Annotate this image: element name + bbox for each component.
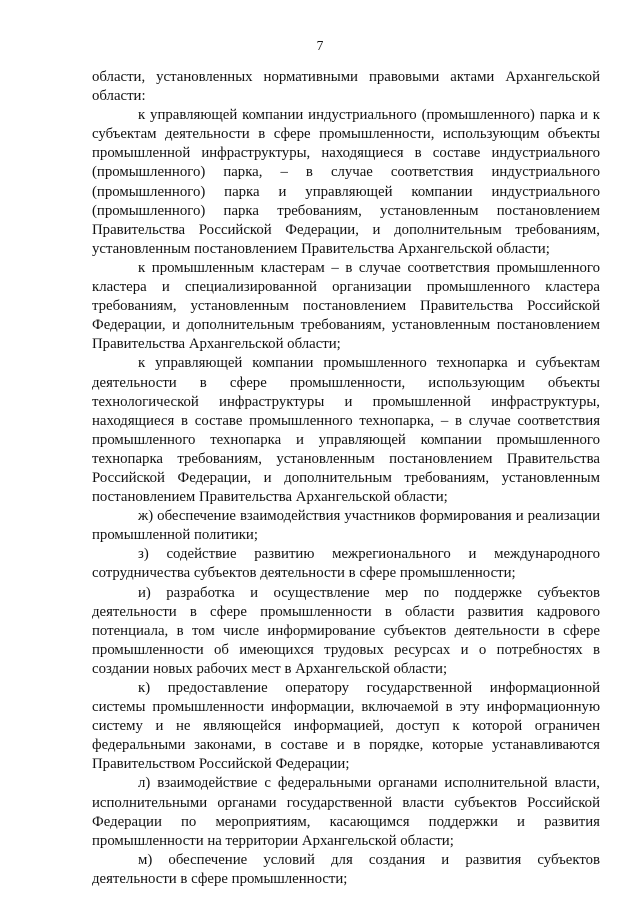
- paragraph-item-i: и) разработка и осуществление мер по поддержке субъектов деятельности в сфере промышленности в области развития кадрового потенциала, в том числе информирование субъектов деятельности в сфере промышленности об имеющихся трудовых ресурсах и о потребностях в создании новых рабочих мест в Архангельской области;: [92, 584, 600, 677]
- paragraph-continuation: области, установленных нормативными правовыми актами Архангельской области:: [92, 69, 600, 105]
- paragraph-item-k: к) предоставление оператору государственной информационной системы промышленности информации, включаемой в эту информационную систему и не являющейся информацией, доступ к которой ограничен федеральными законами, в составе и в порядке, которые устанавливаются Правительством Российской Федерации;: [92, 680, 600, 773]
- document-body: [92, 68, 600, 889]
- paragraph-industrial-park: к управляющей компании индустриального (промышленного) парка и к субъектам деятельности в сфере промышленности, использующим объекты промышленной инфраструктуры, находящиеся в составе индустриального (промышленного) парка, – в случае соответствия индустриального (промышленного) парка и управляющей компании индустриального (промышленного) парка требованиям, установленным постановлением Правительства Российской Федерации, и дополнительным требованиям, установленным постановлением Правительства Архангельской области;: [92, 107, 600, 257]
- paragraph-industrial-technopark: к управляющей компании промышленного технопарка и субъектам деятельности в сфере промышленности, использующим объекты технологической инфраструктуры и промышленной инфраструктуры, находящиеся в составе промышленного технопарка, – в случае соответствия промышленного технопарка и управляющей компании промышленного технопарка требованиям, установленным постановлением Правительства Российской Федерации, и дополнительным требованиям, установленным постановлением Правительства Архангельской области;: [92, 355, 600, 506]
- paragraph-item-z: з) содействие развитию межрегионального и международного сотрудничества субъектов деятельности в сфере промышленности;: [92, 546, 600, 582]
- paragraph-item-zh: ж) обеспечение взаимодействия участников формирования и реализации промышленной политики;: [92, 508, 600, 544]
- paragraph-industrial-clusters: к промышленным кластерам – в случае соответствия промышленного кластера и специализированной организации промышленного кластера требованиям, установленным постановлением Правительства Российской Федерации, и дополнительным требованиям, установленным постановлением Правительства Архангельской области;: [92, 259, 600, 353]
- paragraph-item-l: л) взаимодействие с федеральными органами исполнительной власти, исполнительными органами государственной власти субъектов Российской Федерации по мероприятиям, касающимся поддержки и развития промышленности на территории Архангельской области;: [92, 775, 600, 849]
- paragraph-item-m: м) обеспечение условий для создания и развития субъектов деятельности в сфере промышленности;: [92, 851, 600, 887]
- page-number: 7: [316, 38, 324, 53]
